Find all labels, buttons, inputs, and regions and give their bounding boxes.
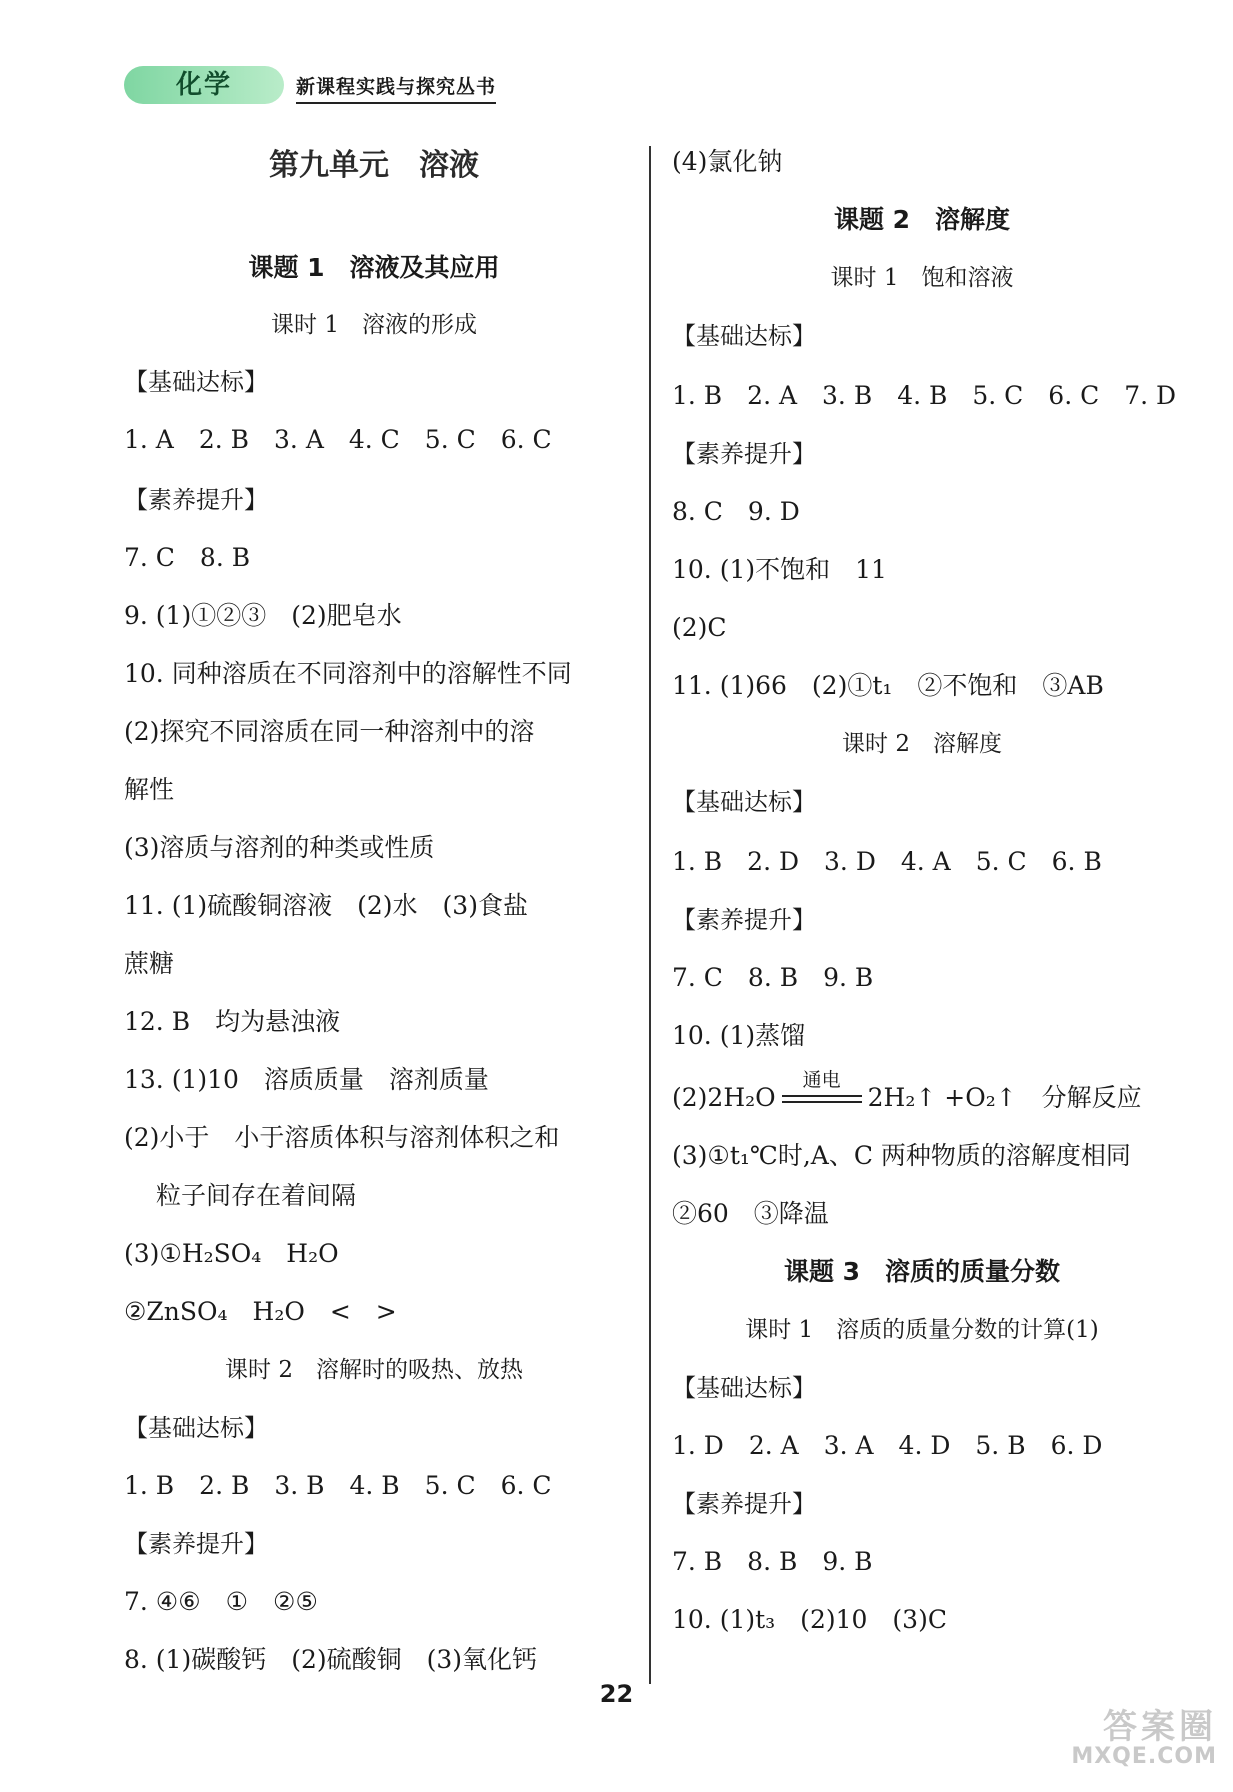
page-number: 22 — [599, 1680, 634, 1708]
answers-line: (4)氯化钠 — [672, 147, 783, 176]
lesson-1-title: 课时 1 溶液的形成 — [271, 312, 477, 338]
answers-line: 9. (1)①②③ (2)肥皂水 — [124, 601, 402, 630]
answers-line: 蔗糖 — [124, 949, 175, 978]
basic-label: 【基础达标】 — [124, 368, 268, 396]
improve-label: 【素养提升】 — [672, 906, 816, 934]
watermark-logo — [1017, 1707, 1217, 1782]
answers-line: 1. D 2. A 3. A 4. D 5. B 6. D — [672, 1431, 1103, 1460]
improve-label: 【素养提升】 — [672, 440, 816, 468]
reaction-condition: 通电 — [802, 1069, 841, 1091]
answers-line: 1. B 2. B 3. B 4. B 5. C 6. C — [124, 1471, 552, 1500]
watermark-url: MXQE.COM — [1071, 1744, 1217, 1769]
answers-line: ②ZnSO₄ H₂O < > — [124, 1297, 397, 1326]
answers-line: 11. (1)66 (2)①t₁ ②不饱和 ③AB — [672, 671, 1104, 700]
watermark-text: 答案圈 — [1103, 1707, 1217, 1747]
answers-line: (2)探究不同溶质在同一种溶剂中的溶 — [124, 717, 535, 746]
answers-line: (2)小于 小于溶质体积与溶剂体积之和 — [124, 1123, 560, 1152]
basic-label: 【基础达标】 — [672, 788, 816, 816]
answers-line: 10. (1)t₃ (2)10 (3)C — [672, 1605, 947, 1634]
reaction-arrow — [776, 1069, 868, 1114]
answers-line: 解性 — [124, 775, 175, 804]
answers-line: 7. C 8. B 9. B — [672, 963, 874, 992]
answers-line: ②60 ③降温 — [672, 1199, 829, 1228]
subject-badge: 化学 — [124, 66, 284, 104]
topic-3-title: 课题 3 溶质的质量分数 — [783, 1257, 1061, 1286]
improve-label: 【素养提升】 — [672, 1490, 816, 1518]
series-title: 新课程实践与探究丛书 — [296, 72, 496, 104]
equation-reactants: (2)2H₂O — [672, 1083, 776, 1112]
lesson-title: 课时 1 饱和溶液 — [830, 265, 1014, 291]
answers-line: 7. ④⑥ ① ②⑤ — [124, 1587, 318, 1616]
answers-line: 1. B 2. A 3. B 4. B 5. C 6. C 7. D — [672, 381, 1177, 410]
basic-label: 【基础达标】 — [672, 1374, 816, 1402]
topic-2-title: 课题 2 溶解度 — [833, 205, 1011, 234]
improve-label: 【素养提升】 — [124, 1530, 268, 1558]
answers-line: 10. (1)不饱和 11 — [672, 555, 887, 584]
lesson-title: 课时 2 溶解度 — [842, 731, 1002, 757]
basic-label: 【基础达标】 — [124, 1414, 268, 1442]
answers-line: 13. (1)10 溶质质量 溶剂质量 — [124, 1065, 489, 1094]
lesson-2-title: 课时 2 溶解时的吸热、放热 — [225, 1357, 523, 1383]
column-divider — [649, 146, 651, 1684]
answers-line: 10. 同种溶质在不同溶剂中的溶解性不同 — [124, 659, 572, 688]
answers-line: (3)溶质与溶剂的种类或性质 — [124, 833, 435, 862]
answers-line: 8. C 9. D — [672, 497, 800, 526]
answers-line: 1. A 2. B 3. A 4. C 5. C 6. C — [124, 425, 552, 454]
answers-line: 11. (1)硫酸铜溶液 (2)水 (3)食盐 — [124, 891, 528, 920]
unit-title: 第九单元 溶液 — [269, 148, 479, 183]
answers-line: 7. C 8. B — [124, 543, 251, 572]
improve-label: 【素养提升】 — [124, 486, 268, 514]
answers-line: 12. B 均为悬浊液 — [124, 1007, 341, 1036]
answers-line: 8. (1)碳酸钙 (2)硫酸铜 (3)氧化钙 — [124, 1645, 538, 1674]
basic-label: 【基础达标】 — [672, 322, 816, 350]
equation-products: 2H₂↑ +O₂↑ 分解反应 — [867, 1083, 1142, 1112]
answers-line: (3)①H₂SO₄ H₂O — [124, 1239, 339, 1268]
lesson-title: 课时 1 溶质的质量分数的计算(1) — [745, 1317, 1099, 1343]
answers-line: 10. (1)蒸馏 — [672, 1021, 806, 1050]
answers-line: (2)C — [672, 613, 727, 642]
equation-line — [672, 1069, 1142, 1114]
answers-line: 7. B 8. B 9. B — [672, 1547, 873, 1576]
answers-line: 粒子间存在着间隔 — [156, 1181, 357, 1210]
answers-line: (3)①t₁℃时,A、C 两种物质的溶解度相同 — [672, 1141, 1131, 1170]
topic-1-title: 课题 1 溶液及其应用 — [248, 253, 500, 282]
answers-line: 1. B 2. D 3. D 4. A 5. C 6. B — [672, 847, 1102, 876]
